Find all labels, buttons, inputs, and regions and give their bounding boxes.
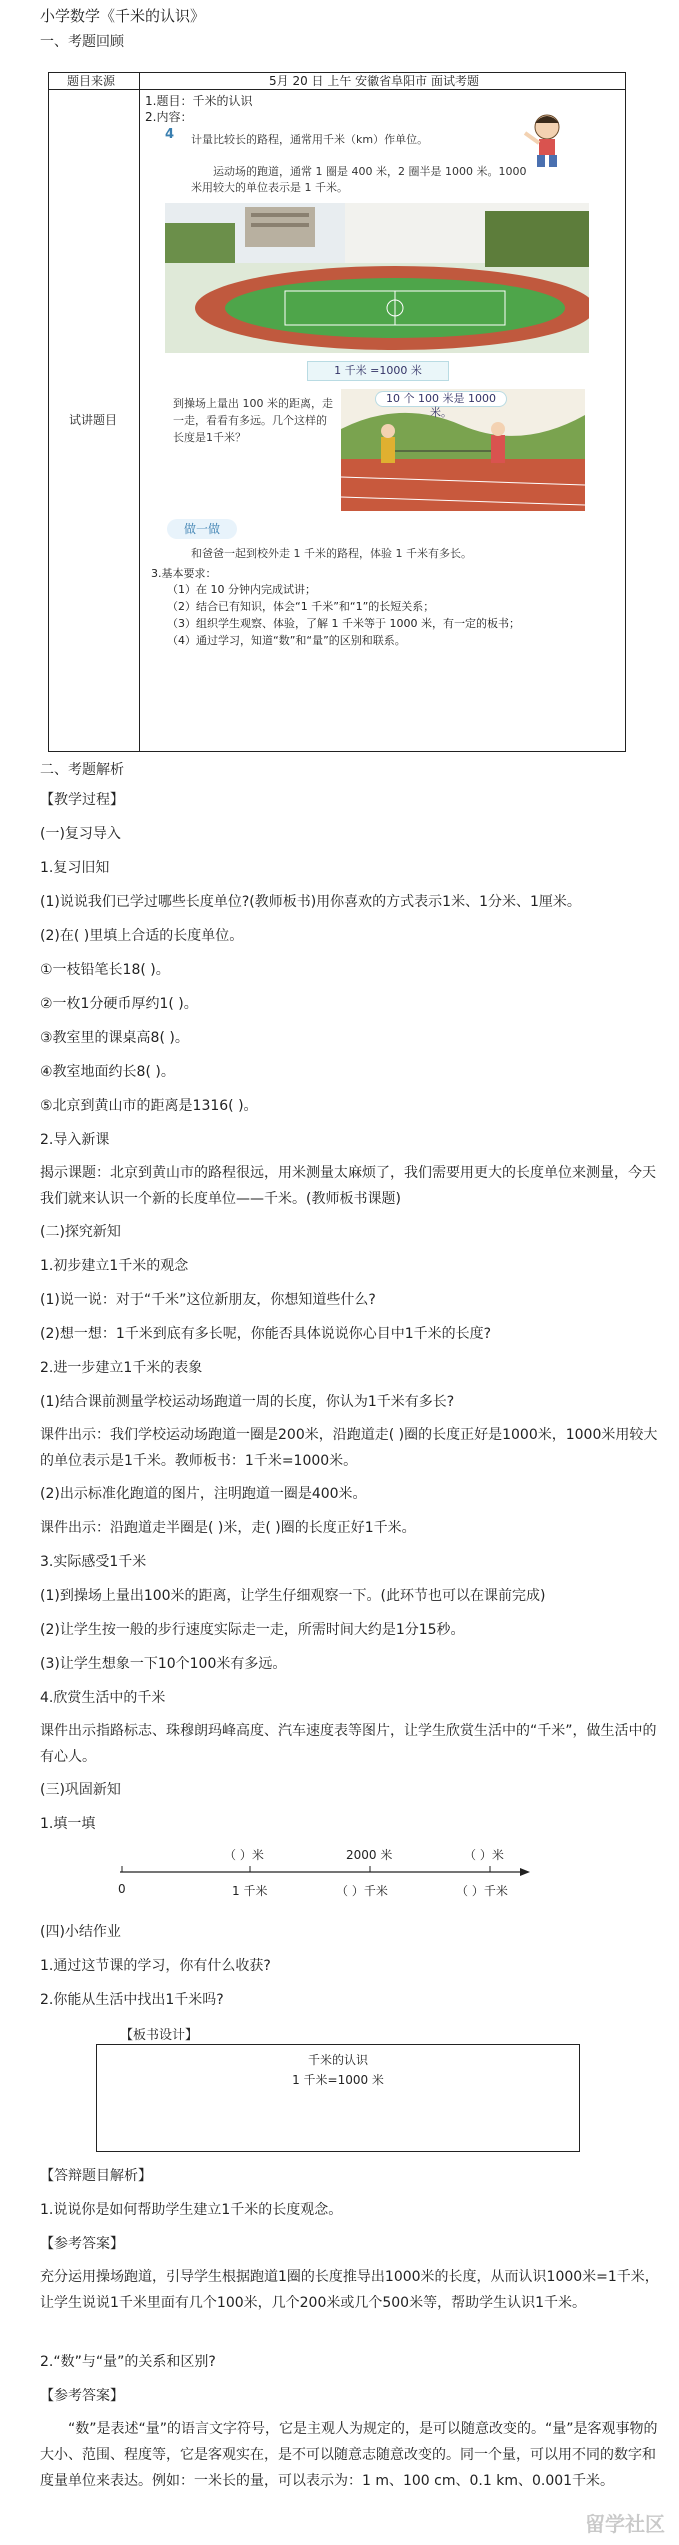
header-source: 题目来源 — [67, 74, 116, 88]
doc-title: 小学数学《千米的认识》 — [40, 7, 206, 25]
children-walking-image — [341, 389, 585, 511]
text-line: (2)在( )里填上合适的长度单位。 — [40, 928, 244, 944]
tick-label-bottom: 0 — [118, 1882, 126, 1896]
text-line: 1.初步建立1千米的观念 — [40, 1258, 189, 1274]
heading: 【教学过程】 — [40, 792, 124, 808]
text-line: 1.通过这节课的学习，你有什么收获? — [40, 1958, 271, 1974]
textbook-line: 和爸爸一起到校外走 1 千米的路程，体验 1 千米有多长。 — [191, 547, 472, 560]
text-line: (四)小结作业 — [40, 1924, 121, 1940]
paragraph: 课件出示指路标志、珠穆朗玛峰高度、汽车速度表等图片，让学生欣赏生活中的“千米”，做生活中的有心人。 — [40, 1723, 657, 1765]
requirements-list — [167, 581, 520, 649]
text-line: 2.进一步建立1千米的表象 — [40, 1360, 203, 1376]
paragraph: 充分运用操场跑道，引导学生根据跑道1圈的长度推导出1000米的长度，从而认识1000米=1千米，让学生说说1千米里面有几个100米，几个200米或几个500米等，帮助学生认识1千米。 — [40, 2269, 659, 2311]
textbook-page — [151, 127, 597, 675]
paragraph: 课件出示：我们学校运动场跑道一圈是200米，沿跑道走( )圈的长度正好是1000米，1000米用较大的单位表示是1千米。教师板书：1千米=1000米。 — [40, 1427, 658, 1469]
text-line: (三)巩固新知 — [40, 1782, 121, 1798]
text-line: 3.实际感受1千米 — [40, 1554, 147, 1570]
heading: 【答辩题目解析】 — [40, 2168, 152, 2184]
heading: 【参考答案】 — [40, 2388, 124, 2404]
number-line — [120, 1842, 540, 1912]
requirements-title: 3.基本要求： — [151, 567, 217, 580]
text-line: 1.填一填 — [40, 1816, 96, 1832]
text-line: 4.欣赏生活中的千米 — [40, 1690, 166, 1706]
requirement-item: （1）在 10 分钟内完成试讲； — [167, 583, 316, 596]
text-line: 1.复习旧知 — [40, 860, 110, 876]
text-line: (二)探究新知 — [40, 1224, 121, 1240]
table-divider — [49, 89, 625, 90]
section-heading-2: 二、考题解析 — [40, 762, 124, 778]
text-line: (3)让学生想象一下10个100米有多远。 — [40, 1656, 287, 1672]
text-line: 2.你能从生活中找出1千米吗? — [40, 1992, 224, 2008]
board-design-heading: 【板书设计】 — [120, 2028, 199, 2043]
text-line: ②一枚1分硬币厚约1( )。 — [40, 996, 198, 1012]
header-info: 5月 20 日 上午 安徽省阜阳市 面试考题 — [269, 74, 479, 88]
section-heading-1: 一、考题回顾 — [40, 34, 124, 50]
tick-label-bottom: 1 千米 — [232, 1884, 268, 1898]
heading: 【参考答案】 — [40, 2236, 124, 2252]
exam-table — [48, 72, 626, 752]
textbook-line: 米用较大的单位表示是 1 千米。 — [191, 181, 348, 194]
text-line: ①一枝铅笔长18( )。 — [40, 962, 170, 978]
text-line: (2)出示标准化跑道的图片，注明跑道一圈是400米。 — [40, 1486, 367, 1502]
item-content-label: 2.内容： — [145, 110, 193, 124]
requirement-item: （3）组织学生观察、体验，了解 1 千米等于 1000 米，有一定的板书； — [167, 617, 520, 630]
text-line: ④教室地面约长8( )。 — [40, 1064, 175, 1080]
text-line: ③教室里的课桌高8( )。 — [40, 1030, 189, 1046]
item-title: 1.题目：千米的认识 — [145, 94, 253, 108]
do-it-label: 做一做 — [167, 519, 237, 539]
tick-label-bottom: （ ）千米 — [456, 1884, 508, 1898]
tick-label-top: 2000 米 — [346, 1848, 393, 1862]
board-formula: 1 千米=1000 米 — [292, 2073, 384, 2087]
text-line: (2)想一想：1千米到底有多长呢，你能否具体说说你心目中1千米的长度? — [40, 1326, 492, 1342]
requirement-item: （2）结合已有知识，体会“1 千米”和“1”的长短关系； — [167, 600, 435, 613]
text-line: (2)让学生按一般的步行速度实际走一走，所需时间大约是1分15秒。 — [40, 1622, 465, 1638]
conversion-sign: 1 千米 =1000 米 — [307, 361, 449, 381]
textbook-line: 运动场的跑道，通常 1 圈是 400 米，2 圈半是 1000 米。1000 — [213, 165, 527, 178]
text-line: (1)说一说：对于“千米”这位新朋友，你想知道些什么? — [40, 1292, 376, 1308]
speech-bubble: 10 个 100 米是 1000 米。 — [375, 391, 507, 407]
paragraph: “数”是表述“量”的语言文字符号，它是主观人为规定的，是可以随意改变的。“量”是客观事物的大小、范围、程度等，它是客观实在，是不可以随意志随意改变的。同一个量，可以用不同的数字和度量单位来表达。例如：一米长的量，可以表示为：1 m、100 cm、0.1 km、0.001千米。 — [40, 2421, 658, 2489]
text-line: 2.“数”与“量”的关系和区别? — [40, 2354, 216, 2370]
textbook-line: 到操场上量出 100 米的距离，走一走，看看有多远。几个这样的长度是1千米？ — [173, 397, 333, 444]
row-label: 试讲题目 — [69, 413, 118, 427]
text-line: (1)结合课前测量学校运动场跑道一周的长度，你认为1千米有多长? — [40, 1394, 455, 1410]
watermark: 留学社区 — [585, 2512, 665, 2536]
text-line: 1.说说你是如何帮助学生建立1千米的长度观念。 — [40, 2202, 343, 2218]
board-title: 千米的认识 — [307, 2053, 368, 2067]
text-line: (1)到操场上量出100米的距离，让学生仔细观察一下。(此环节也可以在课前完成) — [40, 1588, 546, 1604]
textbook-line: 计量比较长的路程，通常用千米（km）作单位。 — [191, 133, 429, 146]
paragraph: 揭示课题：北京到黄山市的路程很远，用米测量太麻烦了，我们需要用更大的长度单位来测量，今天我们就来认识一个新的长度单位——千米。(教师板书课题) — [40, 1165, 656, 1207]
board-design-box — [96, 2044, 580, 2152]
text-line: (一)复习导入 — [40, 826, 121, 842]
boy-cartoon-image — [507, 109, 577, 169]
stadium-track-image — [165, 203, 589, 353]
section-number: 4 — [165, 127, 175, 142]
table-divider — [139, 73, 140, 751]
requirement-item: （4）通过学习，知道“数”和“量”的区别和联系。 — [167, 634, 406, 647]
tick-label-top: （ ）米 — [464, 1848, 504, 1862]
tick-label-top: （ ）米 — [224, 1848, 264, 1862]
text-line: 课件出示：沿跑道走半圈是( )米，走( )圈的长度正好1千米。 — [40, 1520, 416, 1536]
text-line: 2.导入新课 — [40, 1132, 110, 1148]
tick-label-bottom: （ ）千米 — [336, 1884, 388, 1898]
text-line: ⑤北京到黄山市的距离是1316( )。 — [40, 1098, 258, 1114]
text-line: (1)说说我们已学过哪些长度单位?(教师板书)用你喜欢的方式表示1米、1分米、1厘米。 — [40, 894, 581, 910]
